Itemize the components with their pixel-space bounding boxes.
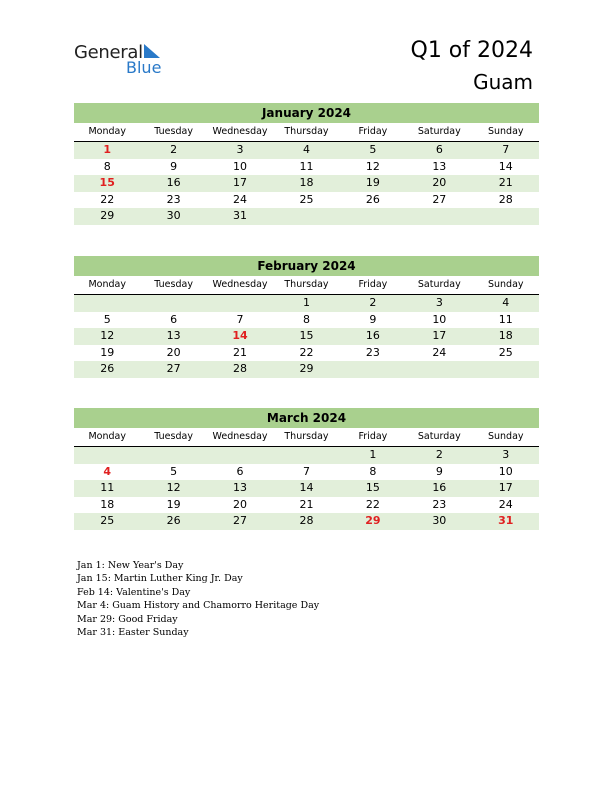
- day-cell: 28: [498, 192, 513, 206]
- day-cell: 1: [302, 296, 310, 309]
- logo-word-general: General: [74, 42, 143, 63]
- day-cell: 22: [100, 192, 115, 206]
- weekday-label: Sunday: [487, 431, 524, 442]
- month-title: March 2024: [74, 408, 539, 428]
- brand-logo: [74, 42, 174, 82]
- week-row: [74, 513, 539, 530]
- logo-word-blue: Blue: [126, 58, 162, 77]
- day-cell: 7: [236, 312, 244, 326]
- weekday-header-row: [74, 276, 539, 295]
- day-cell: 19: [100, 345, 115, 359]
- day-cell: 4: [502, 296, 510, 309]
- day-cell: 16: [365, 329, 380, 342]
- day-cell: 27: [166, 362, 181, 375]
- empty-day-cell: [140, 447, 206, 464]
- empty-day-cell: [340, 208, 406, 225]
- weekday-label: Friday: [358, 279, 388, 290]
- day-cell: 2: [369, 296, 377, 309]
- week-row: [74, 497, 539, 514]
- day-cell: 10: [432, 312, 447, 326]
- day-cell: 20: [166, 345, 181, 359]
- weekday-label: Thursday: [284, 279, 329, 290]
- day-cell: 8: [369, 464, 377, 478]
- day-cell: 20: [233, 497, 248, 511]
- day-cell: 29: [100, 209, 115, 222]
- day-cell: 7: [502, 143, 510, 156]
- week-row: [74, 192, 539, 209]
- weekday-label: Saturday: [417, 279, 461, 290]
- day-cell: 27: [432, 192, 447, 206]
- day-cell: 2: [170, 143, 178, 156]
- empty-day-cell: [74, 295, 140, 312]
- day-cell: 11: [299, 159, 314, 173]
- day-cell: 30: [166, 209, 181, 222]
- empty-day-cell: [273, 208, 339, 225]
- empty-day-cell: [473, 208, 539, 225]
- day-cell: 2: [435, 448, 443, 461]
- holiday-list: [77, 559, 319, 639]
- day-cell: 9: [170, 159, 178, 173]
- empty-day-cell: [273, 447, 339, 464]
- day-cell: 31: [498, 514, 514, 527]
- day-cell: 28: [299, 514, 314, 527]
- empty-day-cell: [406, 361, 472, 378]
- day-cell: 5: [103, 312, 111, 326]
- weekday-label: Monday: [88, 126, 126, 137]
- day-cell: 3: [435, 296, 443, 309]
- day-cell: 10: [498, 464, 513, 478]
- week-row: [74, 142, 539, 159]
- holiday-item: Mar 29: Good Friday: [77, 613, 178, 625]
- day-cell: 22: [365, 497, 380, 511]
- empty-day-cell: [207, 295, 273, 312]
- day-cell: 12: [166, 481, 181, 494]
- week-row: [74, 312, 539, 329]
- week-row: [74, 175, 539, 192]
- day-cell: 4: [103, 464, 112, 478]
- week-row: [74, 159, 539, 176]
- day-cell: 20: [432, 176, 447, 189]
- day-cell: 13: [166, 329, 181, 342]
- logo-flag-icon: [142, 44, 162, 58]
- day-cell: 6: [435, 143, 443, 156]
- week-row: [74, 447, 539, 464]
- weekday-label: Friday: [358, 431, 388, 442]
- page-title: Q1 of 2024: [410, 38, 533, 63]
- holiday-item: Mar 4: Guam History and Chamorro Heritage Day: [77, 600, 320, 612]
- weekday-label: Sunday: [487, 126, 524, 137]
- empty-day-cell: [74, 447, 140, 464]
- day-cell: 6: [236, 464, 244, 478]
- day-cell: 5: [369, 143, 377, 156]
- weekday-label: Sunday: [487, 279, 524, 290]
- day-cell: 8: [302, 312, 310, 326]
- day-cell: 26: [166, 514, 181, 527]
- day-cell: 1: [103, 143, 112, 156]
- day-cell: 21: [233, 345, 248, 359]
- day-cell: 15: [365, 481, 380, 494]
- day-cell: 24: [498, 497, 513, 511]
- day-cell: 17: [498, 481, 513, 494]
- day-cell: 19: [365, 176, 380, 189]
- week-row: [74, 361, 539, 378]
- day-cell: 18: [299, 176, 314, 189]
- day-cell: 14: [232, 329, 248, 342]
- day-cell: 31: [233, 209, 248, 222]
- holiday-item: Mar 31: Easter Sunday: [77, 627, 189, 639]
- week-row: [74, 295, 539, 312]
- day-cell: 17: [233, 176, 248, 189]
- month-calendar: [74, 256, 539, 378]
- week-row: [74, 464, 539, 481]
- day-cell: 11: [100, 481, 115, 494]
- day-cell: 30: [432, 514, 447, 527]
- weekday-label: Saturday: [417, 431, 461, 442]
- day-cell: 7: [302, 464, 310, 478]
- day-cell: 12: [100, 329, 115, 342]
- day-cell: 25: [299, 192, 314, 206]
- day-cell: 29: [299, 362, 314, 375]
- day-cell: 14: [299, 481, 314, 494]
- month-title: January 2024: [74, 103, 539, 123]
- day-cell: 21: [299, 497, 314, 511]
- week-row: [74, 328, 539, 345]
- page-subtitle: Guam: [473, 70, 533, 94]
- weekday-label: Thursday: [284, 431, 329, 442]
- month-title: February 2024: [74, 256, 539, 276]
- day-cell: 23: [432, 497, 447, 511]
- day-cell: 4: [302, 143, 310, 156]
- day-cell: 9: [435, 464, 443, 478]
- weekday-label: Tuesday: [154, 431, 193, 442]
- month-calendar: [74, 103, 539, 225]
- day-cell: 28: [233, 362, 248, 375]
- day-cell: 13: [432, 159, 447, 173]
- day-cell: 29: [365, 514, 381, 527]
- day-cell: 16: [166, 176, 181, 189]
- empty-day-cell: [473, 361, 539, 378]
- week-row: [74, 208, 539, 225]
- day-cell: 24: [432, 345, 447, 359]
- day-cell: 22: [299, 345, 314, 359]
- holiday-item: Jan 15: Martin Luther King Jr. Day: [77, 573, 243, 585]
- day-cell: 23: [166, 192, 181, 206]
- holiday-item: Jan 1: New Year's Day: [77, 560, 184, 571]
- weekday-label: Saturday: [417, 126, 461, 137]
- weekday-label: Thursday: [284, 126, 329, 137]
- day-cell: 16: [432, 481, 447, 494]
- day-cell: 6: [170, 312, 178, 326]
- day-cell: 23: [365, 345, 380, 359]
- day-cell: 5: [170, 464, 178, 478]
- day-cell: 13: [233, 481, 248, 494]
- empty-day-cell: [340, 361, 406, 378]
- empty-day-cell: [406, 208, 472, 225]
- week-row: [74, 345, 539, 362]
- day-cell: 14: [498, 159, 513, 173]
- weekday-label: Tuesday: [154, 279, 193, 290]
- day-cell: 11: [498, 312, 513, 326]
- weekday-label: Wednesday: [212, 431, 268, 442]
- day-cell: 25: [100, 514, 115, 527]
- weekday-header-row: [74, 428, 539, 447]
- day-cell: 9: [369, 312, 377, 326]
- day-cell: 1: [369, 448, 377, 461]
- day-cell: 26: [365, 192, 380, 206]
- week-row: [74, 480, 539, 497]
- day-cell: 24: [233, 192, 248, 206]
- day-cell: 15: [299, 329, 314, 342]
- weekday-label: Wednesday: [212, 126, 268, 137]
- day-cell: 8: [103, 159, 111, 173]
- day-cell: 3: [502, 448, 510, 461]
- weekday-label: Monday: [88, 279, 126, 290]
- day-cell: 3: [236, 143, 244, 156]
- weekday-label: Tuesday: [154, 126, 193, 137]
- empty-day-cell: [140, 295, 206, 312]
- month-calendar: [74, 408, 539, 530]
- day-cell: 21: [498, 176, 513, 189]
- day-cell: 27: [233, 514, 248, 527]
- day-cell: 19: [166, 497, 181, 511]
- day-cell: 25: [498, 345, 513, 359]
- empty-day-cell: [207, 447, 273, 464]
- day-cell: 10: [233, 159, 248, 173]
- day-cell: 18: [498, 329, 513, 342]
- day-cell: 18: [100, 497, 115, 511]
- weekday-label: Monday: [88, 431, 126, 442]
- day-cell: 26: [100, 362, 115, 375]
- day-cell: 12: [365, 159, 380, 173]
- weekday-label: Wednesday: [212, 279, 268, 290]
- day-cell: 15: [99, 176, 115, 189]
- weekday-label: Friday: [358, 126, 388, 137]
- holiday-item: Feb 14: Valentine's Day: [77, 586, 191, 598]
- weekday-header-row: [74, 123, 539, 142]
- day-cell: 17: [432, 329, 447, 342]
